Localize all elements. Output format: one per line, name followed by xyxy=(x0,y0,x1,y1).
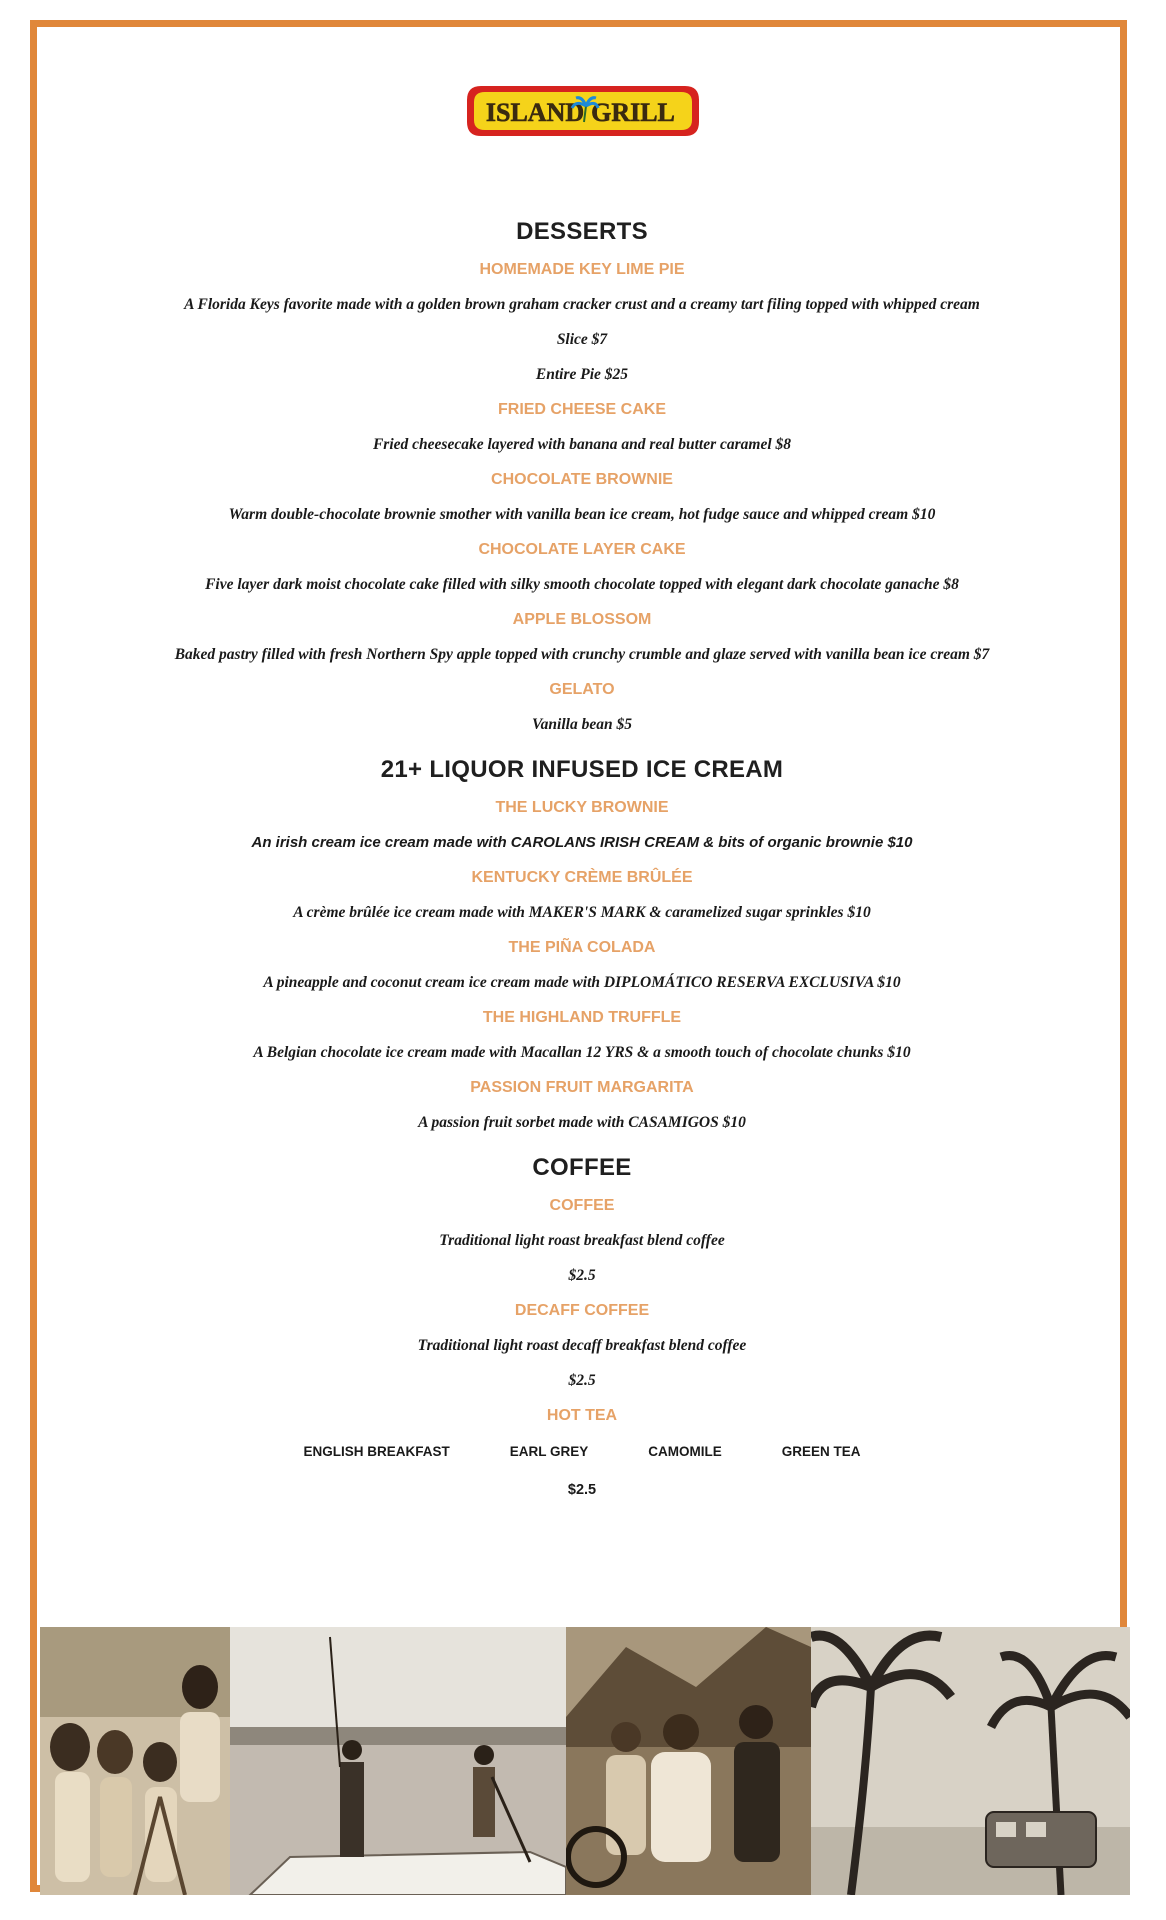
menu-item xyxy=(37,252,1127,392)
coffee-title: COFFEE xyxy=(532,1154,632,1181)
item-name: CHOCOLATE LAYER CAKE xyxy=(478,541,686,558)
item-price: $2.5 xyxy=(568,1372,596,1389)
item-name: KENTUCKY CRÈME BRÛLÉE xyxy=(471,869,693,886)
item-description: A pineapple and coconut cream ice cream made with DIPLOMÁTICO RESERVA EXCLUSIVA $10 xyxy=(263,974,901,991)
menu-item xyxy=(37,790,1127,860)
item-name: HOMEMADE KEY LIME PIE xyxy=(479,261,685,278)
photo-strip xyxy=(40,1627,1130,1895)
item-description: A Florida Keys favorite made with a golden brown graham cracker crust and a creamy tart filing topped with whipped cream xyxy=(184,296,980,313)
item-description: A Belgian chocolate ice cream made with Macallan 12 YRS & a smooth touch of chocolate chunks $10 xyxy=(253,1044,911,1061)
family-portrait-photo xyxy=(566,1627,811,1895)
menu-item xyxy=(37,672,1127,742)
tea-option: CAMOMILE xyxy=(648,1444,722,1459)
item-description: A passion fruit sorbet made with CASAMIGOS $10 xyxy=(418,1114,746,1131)
menu-item xyxy=(37,1070,1127,1140)
menu-item xyxy=(37,1293,1127,1398)
item-description: Warm double-chocolate brownie smother with vanilla bean ice cream, hot fudge sauce and whipped cream $10 xyxy=(228,506,936,523)
palm-trees-trailer-photo xyxy=(811,1627,1130,1895)
item-name: THE PIÑA COLADA xyxy=(508,939,656,956)
item-name: CHOCOLATE BROWNIE xyxy=(491,471,673,488)
menu-item xyxy=(37,462,1127,532)
menu-content xyxy=(37,210,1127,1509)
menu-item xyxy=(37,1188,1127,1293)
item-name: HOT TEA xyxy=(546,1407,618,1424)
desserts-title: DESSERTS xyxy=(516,218,648,245)
tea-option: GREEN TEA xyxy=(781,1444,861,1459)
fishing-boat-photo xyxy=(230,1627,566,1895)
item-price: Slice $7 xyxy=(556,331,608,348)
item-description: Fried cheesecake layered with banana and real butter caramel $8 xyxy=(372,436,792,453)
icecream-section xyxy=(37,756,1127,1140)
desserts-section xyxy=(37,218,1127,742)
item-description: Vanilla bean $5 xyxy=(532,716,632,733)
menu-item xyxy=(37,532,1127,602)
item-name: APPLE BLOSSOM xyxy=(512,611,652,628)
item-name: FRIED CHEESE CAKE xyxy=(497,401,667,418)
coffee-section xyxy=(37,1154,1127,1509)
item-description: An irish cream ice cream made with CAROLANS IRISH CREAM & bits of organic brownie $10 xyxy=(251,834,913,851)
tea-options xyxy=(37,1433,1127,1471)
item-name: THE HIGHLAND TRUFFLE xyxy=(482,1009,682,1026)
svg-text:GRILL: GRILL xyxy=(591,98,675,127)
item-name: DECAFF COFFEE xyxy=(514,1302,650,1319)
icecream-title: 21+ LIQUOR INFUSED ICE CREAM xyxy=(380,756,784,783)
menu-item xyxy=(37,602,1127,672)
item-price: Entire Pie $25 xyxy=(535,366,629,383)
menu-item xyxy=(37,392,1127,462)
menu-item xyxy=(37,930,1127,1000)
item-description: Traditional light roast breakfast blend coffee xyxy=(439,1232,725,1249)
item-description: A crème brûlée ice cream made with MAKER'S MARK & caramelized sugar sprinkles $10 xyxy=(293,904,871,921)
menu-item xyxy=(37,1398,1127,1509)
tea-option: EARL GREY xyxy=(509,1444,589,1459)
item-description: Baked pastry filled with fresh Northern Spy apple topped with crunchy crumble and glaze served with vanilla bean ice cream $7 xyxy=(174,646,990,663)
item-name: THE LUCKY BROWNIE xyxy=(495,799,669,816)
menu-item xyxy=(37,860,1127,930)
tea-option: ENGLISH BREAKFAST xyxy=(303,1444,450,1459)
island-grill-logo xyxy=(463,80,703,142)
menu-item xyxy=(37,1000,1127,1070)
item-name: PASSION FRUIT MARGARITA xyxy=(470,1079,694,1096)
svg-text:ISLAND: ISLAND xyxy=(485,98,585,127)
item-price: $2.5 xyxy=(568,1267,596,1284)
item-description: Traditional light roast decaff breakfast blend coffee xyxy=(417,1337,747,1354)
item-name: COFFEE xyxy=(549,1197,615,1214)
item-price: $2.5 xyxy=(567,1482,597,1498)
item-name: GELATO xyxy=(549,681,615,698)
pin-up-girls-photo xyxy=(40,1627,230,1895)
item-description: Five layer dark moist chocolate cake filled with silky smooth chocolate topped with elegant dark chocolate ganache $8 xyxy=(205,576,959,593)
